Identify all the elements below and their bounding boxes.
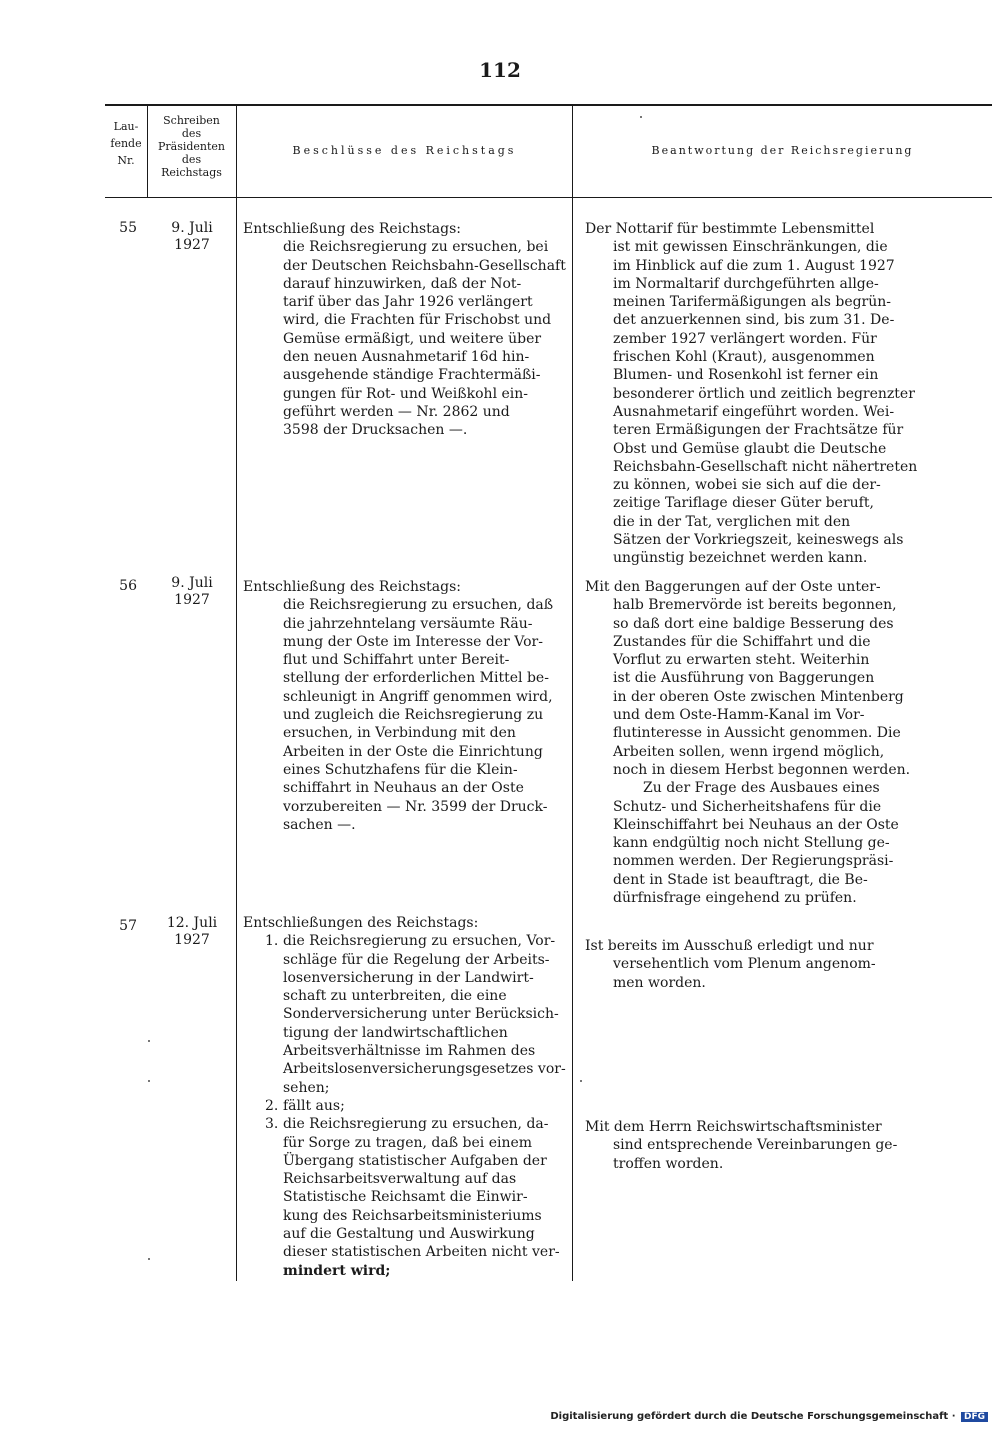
text-line: Schutz- und Sicherheitshafens für die xyxy=(613,798,882,815)
text-line: schaft zu unterbreiten, die eine xyxy=(283,988,507,1005)
text-line: troffen worden. xyxy=(613,1155,724,1172)
text-line: halb Bremervörde ist bereits begonnen, xyxy=(613,597,897,614)
text-line: die Reichsregierung zu ersuchen, Vor- xyxy=(283,933,556,950)
date-year: 1927 xyxy=(174,237,210,253)
text-line: und zugleich die Reichsregierung zu xyxy=(283,707,544,724)
header-text: Nr. xyxy=(117,154,135,167)
row-date xyxy=(150,220,234,254)
scan-dot xyxy=(148,1258,150,1260)
header-answers: Beantwortung der Reichsregierung xyxy=(651,144,914,157)
header-text: des xyxy=(181,153,202,166)
row-date xyxy=(150,575,234,609)
text-line: schläge für die Regelung der Arbeits- xyxy=(283,951,550,968)
header-bottom-rule xyxy=(105,197,992,198)
text-line: noch in diesem Herbst begonnen werden. xyxy=(613,761,911,778)
date-day: 12. Juli xyxy=(166,915,218,931)
footer-text: Digitalisierung gefördert durch die Deutsche Forschungsgemeinschaft xyxy=(550,1411,949,1422)
scan-dot xyxy=(640,116,642,118)
answer-text xyxy=(585,220,983,568)
text-line: 3598 der Drucksachen —. xyxy=(283,422,468,439)
text-line: Zu der Frage des Ausbaues eines xyxy=(643,780,880,797)
text-line: losenversicherung in der Landwirt- xyxy=(283,969,534,986)
text-line: Mit den Baggerungen auf der Oste unter- xyxy=(585,579,881,595)
text-line: flutinteresse in Aussicht genommen. Die xyxy=(613,725,901,742)
header-text: Lau- xyxy=(113,120,139,133)
column-divider-2 xyxy=(236,104,237,1281)
text-line: Statistische Reichsamt die Einwir- xyxy=(283,1189,528,1206)
text-line: schleunigt in Angriff genommen wird, xyxy=(283,688,553,705)
text-line: eines Schutzhafens für die Klein- xyxy=(283,761,518,778)
text-line: fällt aus; xyxy=(283,1097,345,1114)
text-line: ausgehende ständige Frachtermäßi- xyxy=(283,367,541,384)
text-line: besonderer örtlich und zeitlich begrenzter xyxy=(613,385,915,402)
text-line: men worden. xyxy=(613,974,706,991)
text-line: die Reichsregierung zu ersuchen, daß xyxy=(283,597,554,614)
text-line: zember 1927 verlängert worden. Für xyxy=(613,330,877,347)
resolution-item xyxy=(243,932,568,1280)
text-line: dieser statistischen Arbeiten nicht ver- xyxy=(283,1244,560,1261)
resolution-text xyxy=(243,220,568,440)
text-line: geführt werden — Nr. 2862 und xyxy=(283,403,510,420)
text-line: Gemüse ermäßigt, und weitere über xyxy=(283,330,542,347)
text-line: sehen; xyxy=(283,1079,330,1096)
text-line: zeitige Tariflage dieser Güter beruft, xyxy=(613,495,874,512)
row-number: 56 xyxy=(119,578,137,594)
answer-text xyxy=(585,578,983,907)
text-line: Sonderversicherung unter Berücksich- xyxy=(283,1006,559,1023)
header-letter xyxy=(147,114,236,179)
text-line: teren Ermäßigungen der Frachtsätze für xyxy=(613,422,904,439)
answer-text xyxy=(585,1118,983,1173)
text-line: mindert wird; xyxy=(283,1262,391,1279)
answer-text xyxy=(585,937,983,992)
text-line: schiffahrt in Neuhaus an der Oste xyxy=(283,780,524,797)
resolution-title: Entschließung des Reichstags: xyxy=(243,579,462,595)
text-line: die Reichsregierung zu ersuchen, da- xyxy=(283,1116,549,1133)
text-line: Ausnahmetarif eingeführt worden. Wei- xyxy=(613,403,895,420)
text-line: ungünstig bezeichnet werden kann. xyxy=(613,550,868,567)
text-line: in der oberen Oste zwischen Mintenberg xyxy=(613,688,904,705)
text-line: Blumen- und Rosenkohl ist ferner ein xyxy=(613,367,879,384)
resolution-body xyxy=(243,596,568,834)
text-line: im Hinblick auf die zum 1. August 1927 xyxy=(613,257,895,274)
text-line: Arbeiten in der Oste die Einrichtung xyxy=(283,743,543,760)
text-line: gungen für Rot- und Weißkohl ein- xyxy=(283,385,528,402)
text-line: darauf hinzuwirken, daß der Not- xyxy=(283,275,522,292)
date-day: 9. Juli xyxy=(171,220,213,236)
text-line: ist die Ausführung von Baggerungen xyxy=(613,670,875,687)
text-line: den neuen Ausnahmetarif 16d hin- xyxy=(283,349,530,366)
date-year: 1927 xyxy=(174,932,210,948)
text-line: ist mit gewissen Einschränkungen, die xyxy=(613,239,888,256)
page-number: 112 xyxy=(479,58,521,82)
row-date xyxy=(150,915,234,949)
resolution-title: Entschließungen des Reichstags: xyxy=(243,915,479,931)
text-line: der Deutschen Reichsbahn-Gesellschaft xyxy=(283,257,566,274)
text-line: Reichsarbeitsverwaltung auf das xyxy=(283,1171,517,1188)
text-line: Ist bereits im Ausschuß erledigt und nur xyxy=(585,938,874,954)
text-line: versehentlich vom Plenum angenom- xyxy=(613,956,876,973)
text-line: im Normaltarif durchgeführten allge- xyxy=(613,275,879,292)
scan-dot xyxy=(148,1040,150,1042)
item-label: 1. xyxy=(265,933,279,950)
row-number: 57 xyxy=(119,918,137,934)
text-line: kann endgültig noch nicht Stellung ge- xyxy=(613,835,890,852)
scan-dot xyxy=(580,1080,582,1082)
item-label: 2. xyxy=(265,1097,279,1114)
text-line: die Reichsregierung zu ersuchen, bei xyxy=(283,239,549,256)
text-line: für Sorge zu tragen, daß bei einem xyxy=(283,1134,533,1151)
text-line: meinen Tarifermäßigungen als begrün- xyxy=(613,294,892,311)
text-line: tarif über das Jahr 1926 verlängert xyxy=(283,294,533,311)
resolution-body xyxy=(243,238,568,439)
column-divider-3 xyxy=(572,104,573,1281)
text-line: det anzuerkennen sind, bis zum 31. De- xyxy=(613,312,895,329)
scan-dot xyxy=(148,1080,150,1082)
header-text: des xyxy=(181,127,202,140)
text-line: sind entsprechende Vereinbarungen ge- xyxy=(613,1137,898,1154)
text-line: Übergang statistischer Aufgaben der xyxy=(283,1152,547,1169)
text-line: Obst und Gemüse glaubt die Deutsche xyxy=(613,440,887,457)
text-line: flut und Schiffahrt unter Bereit- xyxy=(283,652,510,669)
text-line: die jahrzehntelang versäumte Räu- xyxy=(283,615,533,632)
text-line: auf die Gestaltung und Auswirkung xyxy=(283,1226,535,1243)
text-line: Der Nottarif für bestimmte Lebensmittel xyxy=(585,221,875,237)
text-line: die in der Tat, verglichen mit den xyxy=(613,513,851,530)
text-line: zu können, wobei sie sich auf die der- xyxy=(613,477,881,494)
resolution-text xyxy=(243,914,568,1280)
header-number xyxy=(105,120,147,167)
text-line: Kleinschiffahrt bei Neuhaus an der Oste xyxy=(613,816,899,833)
header-text: Schreiben xyxy=(163,114,220,127)
text-line: frischen Kohl (Kraut), ausgenommen xyxy=(613,349,875,366)
text-line: Sätzen der Vorkriegszeit, keineswegs als xyxy=(613,532,904,549)
text-line: Arbeitslosenversicherungsgesetzes vor- xyxy=(283,1061,566,1078)
dfg-logo: DFG xyxy=(961,1412,988,1422)
text-line: kung des Reichsarbeitsministeriums xyxy=(283,1207,542,1224)
text-line: dent in Stade ist beauftragt, die Be- xyxy=(613,871,868,888)
text-line: und dem Oste-Hamm-Kanal im Vor- xyxy=(613,707,865,724)
row-number: 55 xyxy=(119,220,137,236)
text-line: dürfnisfrage eingehend zu prüfen. xyxy=(613,890,857,907)
footer-credit: Digitalisierung gefördert durch die Deutsche Forschungsgemeinschaft · DFG xyxy=(550,1411,988,1422)
text-line: ersuchen, in Verbindung mit den xyxy=(283,725,516,742)
text-line: so daß dort eine baldige Besserung des xyxy=(613,615,894,632)
text-line: Arbeiten sollen, wenn irgend möglich, xyxy=(613,743,885,760)
text-line: Reichsbahn-Gesellschaft nicht nähertreten xyxy=(613,458,918,475)
item-label: 3. xyxy=(265,1116,279,1133)
text-line: Vorflut zu erwarten steht. Weiterhin xyxy=(613,652,870,669)
resolution-text xyxy=(243,578,568,834)
text-line: Zustandes für die Schiffahrt und die xyxy=(613,633,871,650)
date-year: 1927 xyxy=(174,592,210,608)
text-line: stellung der erforderlichen Mittel be- xyxy=(283,670,549,687)
text-line: mung der Oste im Interesse der Vor- xyxy=(283,633,543,650)
date-day: 9. Juli xyxy=(171,575,213,591)
text-line: wird, die Frachten für Frischobst und xyxy=(283,312,552,329)
header-resolutions: Beschlüsse des Reichstags xyxy=(292,144,517,157)
text-line: Mit dem Herrn Reichswirtschaftsminister xyxy=(585,1119,882,1135)
text-line: sachen —. xyxy=(283,816,356,833)
text-line: Arbeitsverhältnisse im Rahmen des xyxy=(283,1043,536,1060)
header-text: Präsidenten xyxy=(157,140,226,153)
text-line: nommen werden. Der Regierungspräsi- xyxy=(613,853,894,870)
table-top-rule xyxy=(105,104,992,106)
resolution-title: Entschließung des Reichstags: xyxy=(243,221,462,237)
header-text: fende xyxy=(110,137,142,150)
text-line: vorzubereiten — Nr. 3599 der Druck- xyxy=(283,798,548,815)
text-line: tigung der landwirtschaftlichen xyxy=(283,1024,508,1041)
header-text: Reichstags xyxy=(161,166,222,179)
